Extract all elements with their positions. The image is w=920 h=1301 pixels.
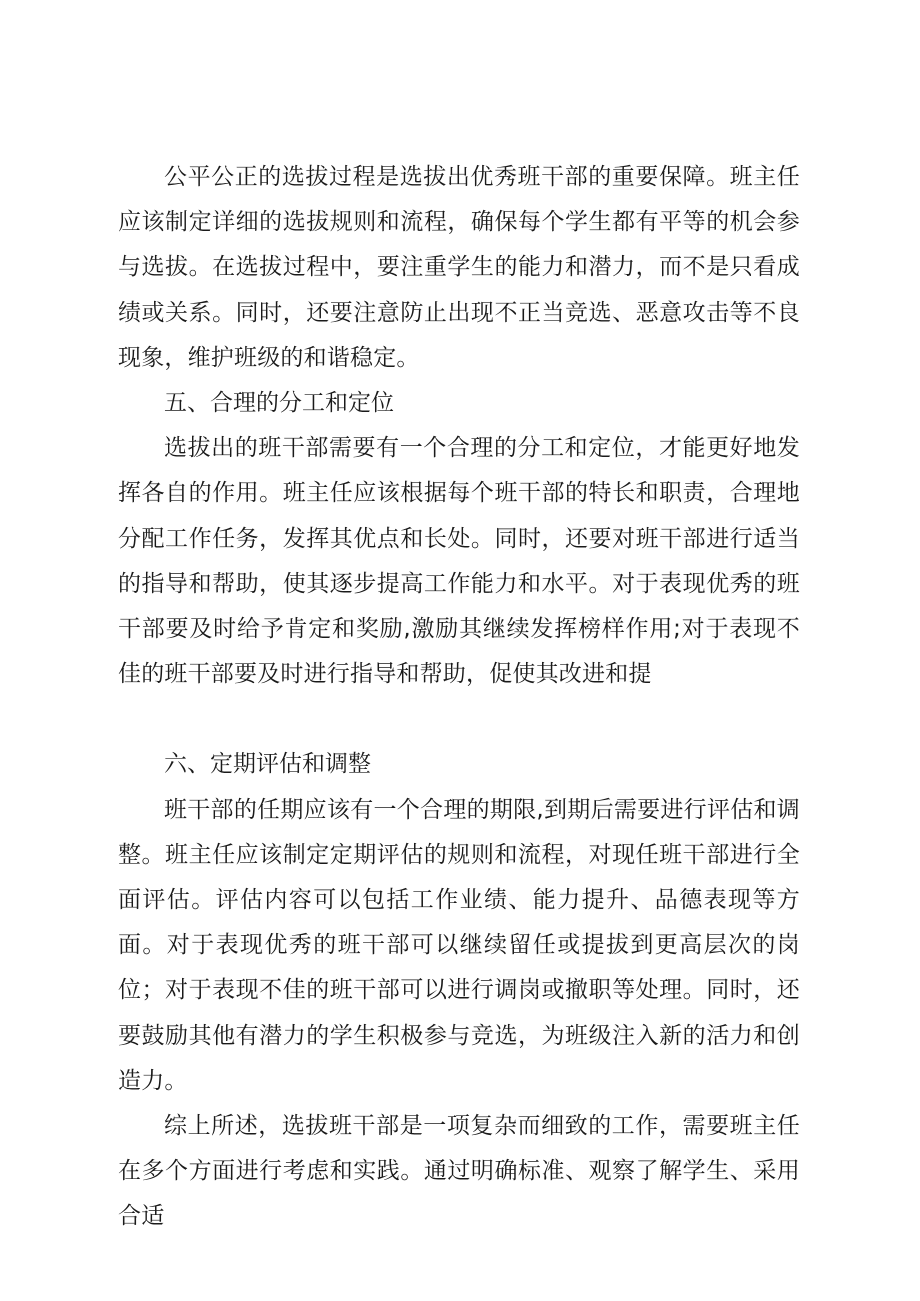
- paragraph-evaluation: 班干部的任期应该有一个合理的期限,到期后需要进行评估和调整。班主任应该制定定期评估的规则和流程，对现任班干部进行全面评估。评估内容可以包括工作业绩、能力提升、品德表现等方面。对于表现优秀的班干部可以继续留任或提拔到更高层次的岗位；对于表现不佳的班干部可以进行调岗或撤职等处理。同时，还要鼓励其他有潜力的学生积极参与竞选，为班级注入新的活力和创造力。: [118, 796, 800, 1094]
- paragraph-gap: [118, 697, 800, 742]
- paragraph-fair-selection: 公平公正的选拔过程是选拔出优秀班干部的重要保障。班主任应该制定详细的选拔规则和流程，确保每个学生都有平等的机会参与选拔。在选拔过程中，要注重学生的能力和潜力，而不是只看成绩或关系。同时，还要注意防止出现不正当竞选、恶意攻击等不良现象，维护班级的和谐稳定。: [118, 164, 800, 371]
- paragraph-division-of-work: 选拔出的班干部需要有一个合理的分工和定位，才能更好地发挥各自的作用。班主任应该根据每个班干部的特长和职责，合理地分配工作任务，发挥其优点和长处。同时，还要对班干部进行适当的指导和帮助，使其逐步提高工作能力和水平。对于表现优秀的班干部要及时给予肯定和奖励,激励其继续发挥榜样作用;对于表现不佳的班干部要及时进行指导和帮助，促使其改进和提: [118, 435, 800, 688]
- document-body: [118, 155, 800, 1240]
- section-heading-6: 六、定期评估和调整: [164, 751, 371, 778]
- section-heading-5: 五、合理的分工和定位: [164, 390, 394, 417]
- paragraph-summary: 综上所述，选拔班干部是一项复杂而细致的工作，需要班主任在多个方面进行考虑和实践。通过明确标准、观察了解学生、采用合适: [118, 1113, 800, 1230]
